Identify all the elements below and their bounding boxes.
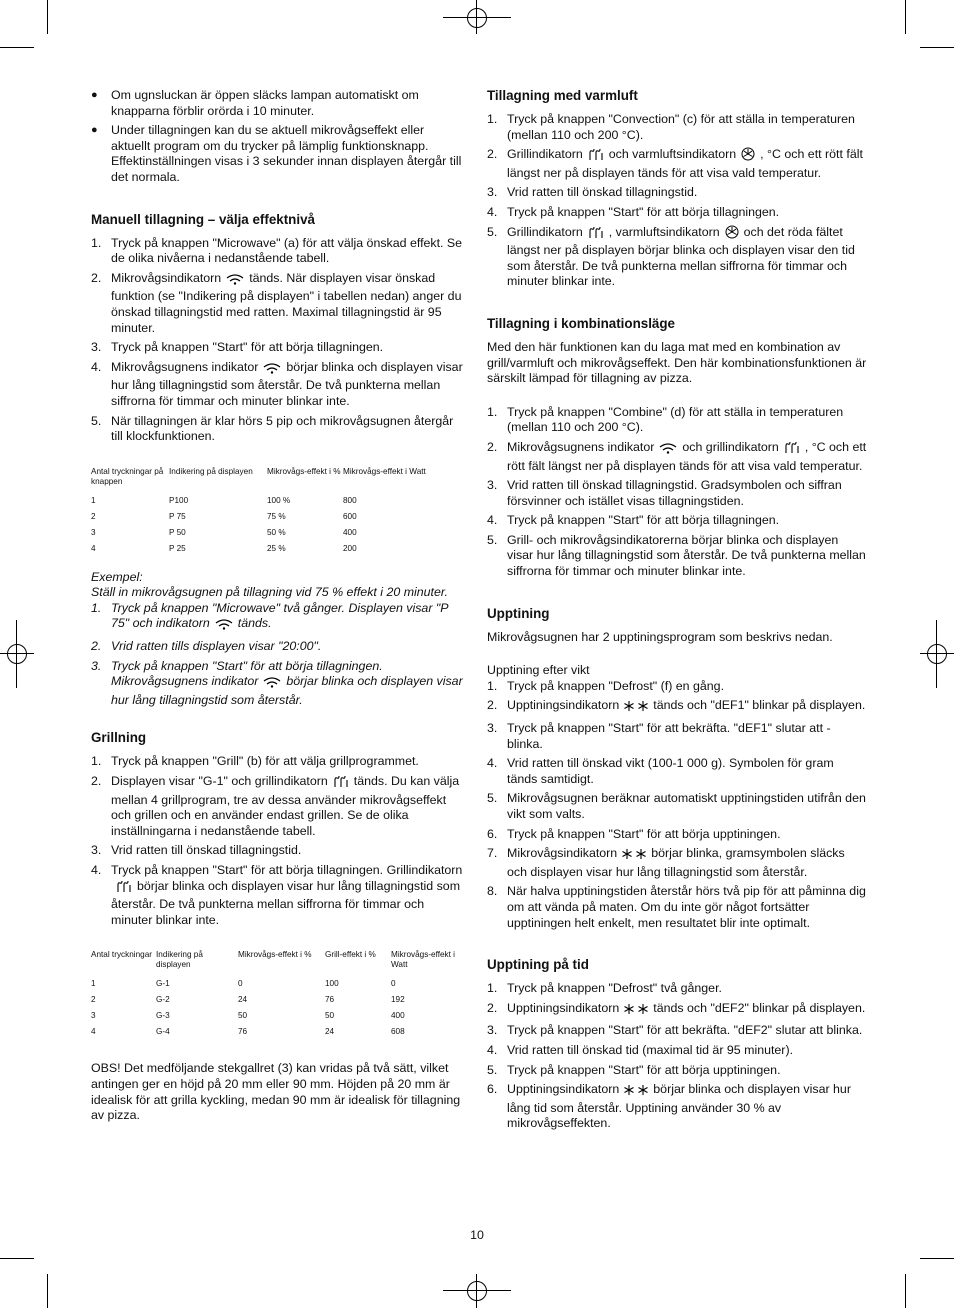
list-item: 7. Mikrovågsindikatorn börjar blinka, gramsymbolen släcks och displayen visar hur lång tillagningstid som återstår. — [487, 846, 845, 879]
list-item: 2. Mikrovågsindikatorn tänds. När displayen visar önskad funktion (se "Indikering på displayen" i tabellen nedan) anger du önskad tillagningstid med ratten. Maximal tillagningstid är 95 minuter. — [91, 270, 462, 335]
list-item: 1. Tryck på knappen "Convection" (c) för att ställa in temperaturen (mellan 110 och 200 °C). — [487, 112, 855, 142]
list-item: 1. Tryck på knappen "Microwave" (a) för att välja önskad effekt. Se de olika nivåerna i nedanstående tabell. — [91, 235, 463, 266]
list-item: 2. Upptiningsindikatorn tänds och "dEF1" blinkar på displayen. — [487, 698, 867, 717]
defrost-subheading: Upptining efter vikt — [487, 663, 590, 678]
list-item: 4. Vrid ratten till önskad tid (maximal tid är 95 minuter). — [487, 1042, 794, 1057]
microwave-icon — [658, 442, 678, 459]
list-item: ● Om ugnsluckan är öppen släcks lampan automatiskt om knapparna förblir orörda i 10 minuter. — [91, 88, 419, 118]
right-column — [487, 88, 867, 1136]
list-item: 8. När halva upptiningstiden återstår hörs två pip för att påminna dig om att vända på maten. Om du inte gör något fortsätter upptiningen helt enkelt, men resultatet blir inte optimalt. — [487, 884, 866, 930]
list-item: 4. Tryck på knappen "Start" för att börja tillagningen. — [487, 513, 780, 528]
table-row: 3 P 50 50 % 400 — [91, 527, 357, 537]
defrost-icon — [623, 700, 649, 717]
list-item: 3. Tryck på knappen "Start" för att bekräfta. "dEF1" slutar att - blinka. — [487, 721, 831, 751]
example-block: Exempel: Ställ in mikrovågsugnen på tillagning vid 75 % effekt i 20 minuter. 1. Tryck på knappen "Microwave" två gånger. Displayen visar "P 75" och indikatorn tänds. 2. Vrid ratten tills displayen visar "20:00". 3. Tryck på knappen "Start" för att börja tillagningen. Mikrovågsugnens indikator börjar blinka och displayen visar hur lång tillagningstid som återstår. — [91, 570, 466, 709]
grill-icon — [587, 148, 605, 166]
microwave-power-table — [91, 467, 466, 560]
list-item: 2. Vrid ratten tills displayen visar "20:00". — [91, 639, 322, 654]
grill-icon — [332, 775, 350, 793]
grill-steps — [91, 754, 466, 928]
list-item: 5. Tryck på knappen "Start" för att börja upptiningen. — [487, 1062, 781, 1077]
section-heading-defrost: Upptining — [487, 605, 550, 621]
list-item: 5. När tillagningen är klar hörs 5 pip och mikrovågsugnen återgår till klockfunktionen. — [91, 413, 454, 444]
table-row: 4 G-4 76 24 608 — [91, 1027, 405, 1037]
defrost-icon — [621, 848, 647, 865]
timed-defrost-steps — [487, 981, 867, 1132]
list-item: 3. Tryck på knappen "Start" för att börja tillagningen. Mikrovågsugnens indikator börjar blinka och displayen visar hur lång tillagningstid som återstår. — [91, 658, 463, 707]
list-item: 3. Tryck på knappen "Start" för att bekräfta. "dEF2" slutar att blinka. — [487, 1023, 863, 1038]
defrost-icon — [623, 1003, 649, 1020]
defrost-icon — [623, 1084, 649, 1101]
bullet-icon: ● — [91, 89, 98, 101]
convection-steps — [487, 112, 867, 290]
list-item: 2. Mikrovågsugnens indikator och grillindikatorn , °C och ett rött fält längst ner på displayen tänds för att visa vald temperatur. — [487, 439, 867, 473]
grill-icon — [783, 441, 801, 459]
table-row: 2 P 75 75 % 600 — [91, 511, 357, 521]
list-item: 3. Vrid ratten till önskad tillagningstid. Gradsymbolen och siffran försvinner och istället visas tillagningstiden. — [487, 478, 842, 508]
table-header-row: Antal tryckningar på knappen Indikering på displayen Mikrovågs-effekt i % Mikrovågs-effekt i Watt — [91, 466, 426, 486]
list-item: 3. Vrid ratten till önskad tillagningstid. — [487, 185, 698, 200]
list-item: 2. Displayen visar "G-1" och grillindikatorn tänds. Du kan välja mellan 4 grillprogram, tre av dessa använder mikrovågseffekt och grillen och en använder endast grillen. Se de olika inställningarna i nedanstående tabell. — [91, 774, 460, 838]
list-item: 1. Tryck på knappen "Defrost" (f) en gång. — [487, 678, 725, 693]
microwave-icon — [214, 618, 234, 635]
grill-icon — [587, 226, 605, 244]
list-item: 2. Grillindikatorn och varmluftsindikatorn , °C och ett rött fält längst ner på displayen tänds för att visa vald temperatur. — [487, 147, 863, 180]
list-item: 4. Vrid ratten till önskad vikt (100-1 000 g). Symbolen för gram tänds samtidigt. — [487, 756, 834, 786]
grill-program-table — [91, 950, 466, 1043]
list-item: 4. Tryck på knappen "Start" för att börja tillagningen. Grillindikatornbörjar blinka och displayen visar hur lång tillagningstid som återstår. De två punkterna mellan siffrorna för timmar och minuter blinkar inte. — [91, 863, 463, 927]
combination-intro: Med den här funktionen kan du laga mat med en kombination av grill/varmluft och mikrovågseffekt. Den här kombinationsfunktionen är särskilt lämpad för tillagning av pizza. — [487, 339, 867, 386]
list-item: 3. Vrid ratten till önskad tillagningstid. — [91, 843, 302, 858]
fan-icon — [724, 225, 740, 244]
grill-icon — [115, 880, 133, 898]
table-row: 3 G-3 50 50 400 — [91, 1011, 405, 1021]
table-row: 2 G-2 24 76 192 — [91, 995, 405, 1005]
list-item: 5. Grill- och mikrovågsindikatorerna börjar blinka och displayen visar hur lång tillagningstid som återstår. De två punkterna mellan siffrorna för timmar och minuter blinkar inte. — [487, 532, 866, 579]
left-column — [91, 88, 466, 1124]
table-row: 1 P100 100 % 800 — [91, 495, 357, 505]
defrost-intro: Mikrovågsugnen har 2 upptiningsprogram som beskrivs nedan. — [487, 629, 833, 644]
table-row: 4 P 25 25 % 200 — [91, 543, 357, 553]
page-number: 10 — [470, 1228, 484, 1242]
section-heading-manual: Manuell tillagning – välja effektnivå — [91, 211, 315, 227]
list-item: 4. Tryck på knappen "Start" för att börja tillagningen. — [487, 204, 780, 219]
microwave-icon — [225, 273, 245, 290]
list-item: 1. Tryck på knappen "Combine" (d) för att ställa in temperaturen (mellan 110 och 200 °C). — [487, 404, 844, 435]
manual-steps — [91, 236, 466, 445]
bullet-icon: ● — [91, 124, 98, 137]
microwave-icon — [262, 676, 282, 693]
grill-rack-note: OBS! Det medföljande stekgallret (3) kan vridas på två sätt, vilket antingen ger en höjd på 20 mm eller 90 mm. Höjden på 20 mm är idealisk för att grilla kyckling, medan 90 mm är idealisk för tillagning av pizza. — [91, 1061, 461, 1123]
fan-icon — [740, 147, 756, 166]
list-item: 1. Tryck på knappen "Defrost" två gånger. — [487, 981, 722, 996]
intro-bullets — [91, 88, 466, 186]
list-item: 3. Tryck på knappen "Start" för att börja tillagningen. — [91, 340, 384, 355]
table-row: 1 G-1 0 100 0 — [91, 979, 396, 989]
section-heading-convection: Tillagning med varmluft — [487, 88, 638, 103]
list-item: 6. Upptiningsindikatorn börjar blinka och displayen visar hur lång tid som återstår. Upptining använder 30 % av mikrovågseffekten. — [487, 1082, 851, 1131]
list-item: 5. Mikrovågsugnen beräknar automatiskt upptiningstiden utifrån den vikt som valts. — [487, 791, 866, 821]
microwave-icon — [262, 362, 282, 379]
section-heading-grill: Grillning — [91, 730, 147, 746]
list-item: 5. Grillindikatorn , varmluftsindikatorn och det röda fältet längst ner på displayen börjar blinka och displayen visar den tid som återstår. De två punkterna mellan siffrorna för timmar och minuter blinkar inte. — [487, 224, 855, 289]
section-heading-combination: Tillagning i kombinationsläge — [487, 315, 675, 331]
table-header-row: Antal tryckningar Indikering på displayen Mikrovågs-effekt i % Grill-effekt i % Mikrovågs-effekt i Watt — [91, 950, 456, 970]
list-item: 4. Mikrovågsugnens indikator börjar blinka och displayen visar hur lång tillagningstid som återstår. De två punkterna mellan siffrorna för timmar och minuter blinkar inte. — [91, 359, 463, 408]
list-item: 2. Upptiningsindikatorn tänds och "dEF2" blinkar på displayen. — [487, 1001, 867, 1020]
list-item: 1. Tryck på knappen "Grill" (b) för att välja grillprogrammet. — [91, 754, 419, 769]
combination-steps — [487, 405, 867, 580]
defrost-weight-steps — [487, 679, 867, 931]
list-item: 6. Tryck på knappen "Start" för att börja upptiningen. — [487, 826, 781, 841]
list-item: 1. Tryck på knappen "Microwave" två gånger. Displayen visar "P 75" och indikatorn tänds. — [91, 601, 466, 635]
list-item: ● Under tillagningen kan du se aktuell mikrovågseffekt eller aktuellt program om du trycker på lämplig funktionsknapp. Effektinställningen visas i 3 sekunder innan displayen återgår till det normala. — [91, 123, 462, 184]
section-heading-timed-defrost: Upptining på tid — [487, 957, 589, 973]
